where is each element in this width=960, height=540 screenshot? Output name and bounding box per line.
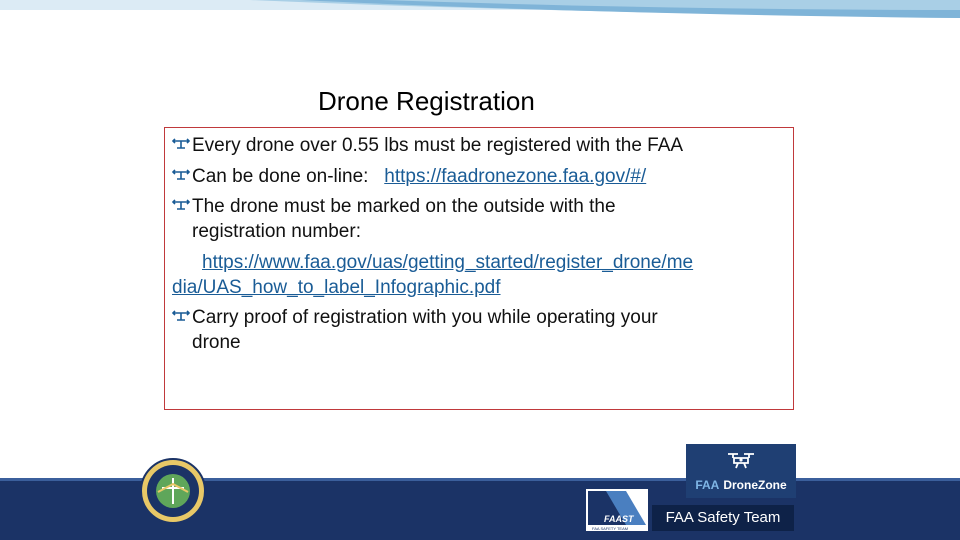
- drone-bullet-icon: [171, 199, 191, 213]
- bullet-text: Carry proof of registration with you while operating your: [192, 307, 658, 328]
- bullet-text: Every drone over 0.55 lbs must be registered with the FAA: [192, 135, 684, 156]
- slide-title: Drone Registration: [318, 86, 535, 116]
- dronezone-link[interactable]: https://faadronezone.faa.gov/#/: [384, 166, 647, 187]
- bullet-text: The drone must be marked on the outside with the: [192, 196, 616, 217]
- infographic-link-continued[interactable]: dia/UAS_how_to_label_Infographic.pdf: [172, 277, 501, 298]
- safety-team-label-box: [652, 505, 794, 531]
- drone-icon: [726, 450, 756, 474]
- bullet-text: Can be done on-line:: [192, 166, 385, 187]
- faast-logo: [586, 489, 648, 531]
- faa-seal-logo: [140, 458, 206, 524]
- dronezone-text: DroneZone: [723, 478, 787, 492]
- bullet-text-continued: drone: [192, 332, 241, 353]
- top-decorative-band: [0, 0, 960, 22]
- faast-logo-text: FAAST: [604, 514, 634, 524]
- bullet-text-continued: registration number:: [192, 221, 361, 242]
- dronezone-faa: FAA: [695, 478, 720, 492]
- bullet-item: [192, 166, 646, 188]
- faast-logo-sub: FAA SAFETY TEAM: [592, 526, 629, 531]
- dronezone-badge: [686, 444, 796, 498]
- infographic-link[interactable]: https://www.faa.gov/uas/getting_started/register_drone/me: [202, 252, 694, 273]
- drone-bullet-icon: [171, 310, 191, 324]
- drone-bullet-icon: [171, 169, 191, 183]
- dronezone-label: [686, 478, 796, 492]
- drone-bullet-icon: [171, 138, 191, 152]
- safety-team-label: FAA Safety Team: [665, 509, 781, 526]
